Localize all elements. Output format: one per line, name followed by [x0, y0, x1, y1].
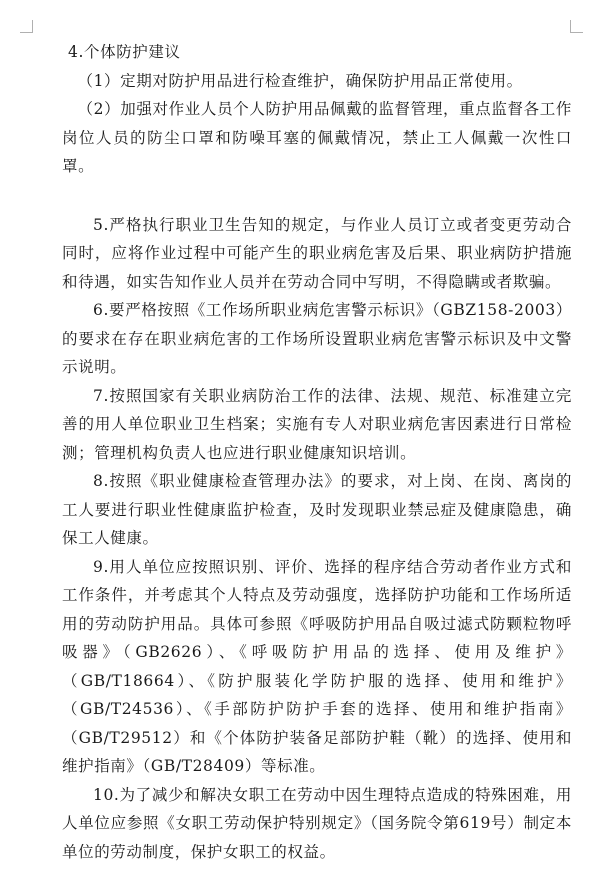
- paragraph-6: 6.要严格按照《工作场所职业病危害警示标识》（GBZ158-2003）的要求在存在职业病危害的工作场所设置职业病危害警示标识及中文警示说明。: [62, 301, 572, 376]
- list-item-1: （1）定期对防护用品进行检查维护，确保防护用品正常使用。: [77, 71, 523, 90]
- list-item-2: （2）加强对作业人员个人防护用品佩戴的监督管理，重点监督各工作岗位人员的防尘口罩和防噪耳塞的佩戴情况，禁止工人佩戴一次性口罩。: [62, 100, 572, 175]
- paragraph-5: 5.严格执行职业卫生告知的规定，与作业人员订立或者变更劳动合同时，应将作业过程中可能产生的职业病危害及后果、职业病防护措施和待遇，如实告知作业人员并在劳动合同中写明，不得隐瞒或者欺骗。: [62, 215, 572, 291]
- paragraph-7: 7.按照国家有关职业病防治工作的法律、法规、规范、标准建立完善的用人单位职业卫生档案；实施有专人对职业病危害因素进行日常检测；管理机构负责人也应进行职业健康知识培训。: [62, 386, 572, 462]
- section-heading: 4.个体防护建议: [68, 43, 181, 61]
- paragraph-10: 10.为了减少和解决女职工在劳动中因生理特点造成的特殊困难，用人单位应参照《女职工劳动保护特别规定》（国务院令第619号）制定本单位的劳动制度，保护女职工的权益。: [62, 785, 572, 861]
- paragraph-8: 8.按照《职业健康检查管理办法》的要求，对上岗、在岗、离岗的工人要进行职业性健康监护检查，及时发现职业禁忌症及健康隐患，确保工人健康。: [62, 472, 572, 547]
- margin-corner-mark-top-left: [20, 20, 33, 33]
- margin-corner-mark-top-right: [570, 20, 583, 33]
- document-body: [62, 38, 572, 866]
- paragraph-9: 9.用人单位应按照识别、评价、选择的程序结合劳动者作业方式和工作条件，并考虑其个人特点及劳动强度，选择防护功能和工作场所适用的劳动防护用品。具体可参照《呼吸防护用品自吸过滤式防颗粒物呼吸器》（GB2626）、《呼吸防护用品的选择、使用及维护》（GB/T18664）、《防护服装化学防护服的选择、使用和维护》（GB/T24536）、《手部防护防护手套的选择、使用和维护指南》（GB/T29512）和《个体防护装备足部防护鞋（靴）的选择、使用和维护指南》（GB/T28409）等标准。: [62, 557, 572, 775]
